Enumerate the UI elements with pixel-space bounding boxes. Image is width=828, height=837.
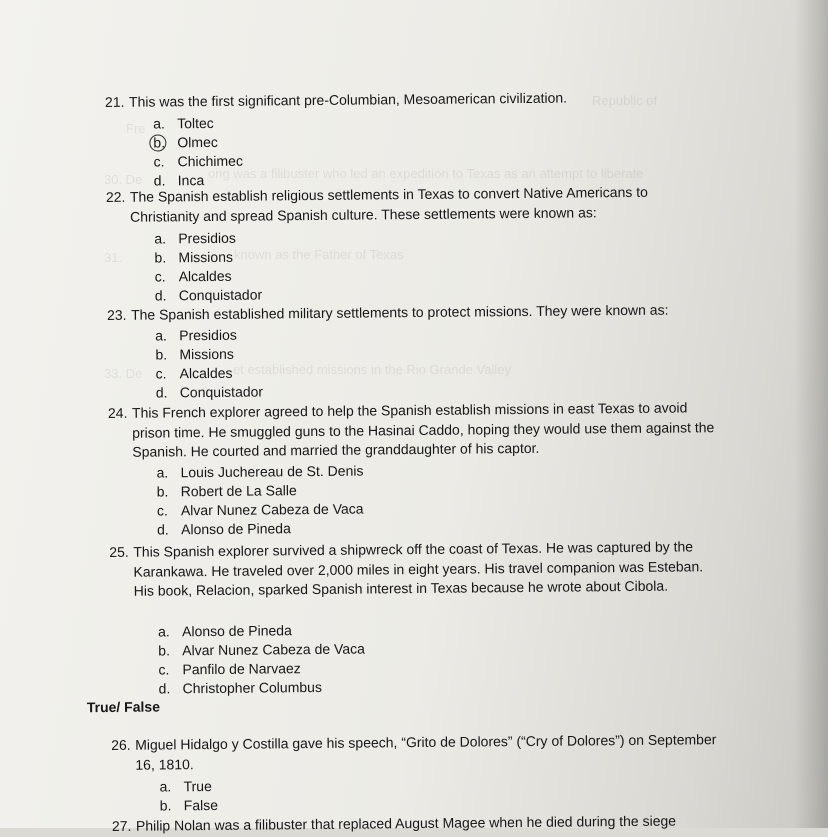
section-heading: True/ False bbox=[86, 698, 161, 716]
question-number: 25. bbox=[109, 543, 129, 560]
question-number: 27. bbox=[111, 817, 132, 834]
answer-option[interactable]: b. Alvar Nunez Cabeza de Vaca bbox=[158, 640, 365, 659]
answer-options-25 bbox=[158, 621, 365, 699]
answer-option[interactable]: c. Chichimec bbox=[153, 152, 243, 170]
answer-option[interactable]: d. Inca bbox=[153, 172, 205, 189]
question-text: Philip Nolan was a filibuster that replaced August Magee when he died during the siege bbox=[135, 812, 677, 834]
question-number: 26. bbox=[111, 736, 131, 753]
question-text: This was the first significant pre-Columbian, Mesoamerican civilization. bbox=[128, 89, 568, 110]
answer-option[interactable]: a. Louis Juchereau de St. Denis bbox=[156, 462, 364, 481]
answer-option-selected[interactable]: b. Olmec bbox=[153, 133, 243, 153]
answer-options-24 bbox=[156, 462, 364, 540]
question-text: Miguel Hidalgo y Costilla gave his speech, “Grito de Dolores” (“Cry of Dolores”) on September 16, 1810. bbox=[135, 731, 717, 773]
answer-options-21 bbox=[153, 114, 243, 191]
question-number: 22. bbox=[105, 188, 126, 205]
question-text: The Spanish establish religious settlements in Texas to convert Native Americans to Christianity and spread Spanish culture. These settlements were known as: bbox=[129, 183, 648, 225]
answer-options-22 bbox=[154, 229, 262, 306]
bleed-through-text: 33. De bbox=[104, 366, 143, 381]
answer-option[interactable]: b. False bbox=[159, 796, 219, 814]
answer-option[interactable]: a. Presidios bbox=[154, 229, 236, 247]
answer-option[interactable]: b. Missions bbox=[154, 248, 234, 266]
bleed-through-text: 31. bbox=[104, 250, 123, 265]
answer-option[interactable]: b. Robert de La Salle bbox=[156, 482, 297, 500]
question-26 bbox=[111, 730, 723, 775]
bleed-through-text: ong was a filibuster who led an expedition to Texas as an attempt to liberate bbox=[208, 166, 644, 181]
question-24 bbox=[108, 398, 721, 462]
answer-option[interactable]: b. Missions bbox=[155, 345, 234, 363]
answer-option[interactable]: a. Alonso de Pineda bbox=[157, 622, 292, 640]
question-text: The Spanish established military settlements to protect missions. They were known as: bbox=[130, 301, 669, 323]
answer-option[interactable]: a. Presidios bbox=[155, 326, 237, 344]
answer-circle-mark bbox=[149, 134, 166, 151]
bleed-through-text: 30. De bbox=[104, 172, 143, 187]
question-22 bbox=[106, 182, 718, 227]
answer-option[interactable]: c. Alcaldes bbox=[154, 267, 232, 285]
question-text: This Spanish explorer survived a shipwreck off the coast of Texas. He was captured by the Karankawa. He traveled over 2,000 miles in eight years. His travel companion was Esteban. His book, Relacion, sparked Spanish interest in Texas because he wrote about Cibola. bbox=[133, 538, 704, 599]
answer-option[interactable]: c. Alvar Nunez Cabeza de Vaca bbox=[156, 500, 364, 519]
answer-option[interactable]: d. Christopher Columbus bbox=[158, 678, 322, 697]
question-number: 24. bbox=[107, 404, 128, 421]
question-25 bbox=[109, 537, 722, 601]
page-shadow bbox=[794, 0, 828, 828]
answer-option[interactable]: a. Toltec bbox=[153, 114, 214, 132]
question-number: 23. bbox=[106, 306, 127, 323]
answer-options-26 bbox=[159, 777, 218, 816]
bleed-through-text: Republic of bbox=[592, 93, 658, 108]
question-number: 21. bbox=[104, 93, 125, 110]
answer-option[interactable]: c. Alcaldes bbox=[155, 364, 233, 382]
bleed-through-text: et established missions in the Rio Grande Valley bbox=[233, 362, 511, 377]
bleed-through-text: known as the Father of Texas bbox=[234, 247, 404, 262]
question-text: This French explorer agreed to help the Spanish establish missions in east Texas to avoid prison time. He smuggled guns to the Hasinai Caddo, hoping they would use them against the Spanish. He courted and married the granddaughter of his captor. bbox=[131, 399, 715, 460]
answer-option[interactable]: d. Conquistador bbox=[155, 383, 264, 401]
answer-option[interactable]: a. True bbox=[159, 778, 212, 795]
answer-option[interactable]: d. Alonso de Pineda bbox=[157, 520, 291, 538]
answer-option[interactable]: d. Conquistador bbox=[154, 286, 263, 304]
bleed-through-text: Fre bbox=[126, 121, 146, 136]
answer-options-23 bbox=[155, 325, 263, 402]
answer-option[interactable]: c. Panfilo de Narvaez bbox=[158, 660, 301, 678]
question-21 bbox=[105, 87, 717, 112]
